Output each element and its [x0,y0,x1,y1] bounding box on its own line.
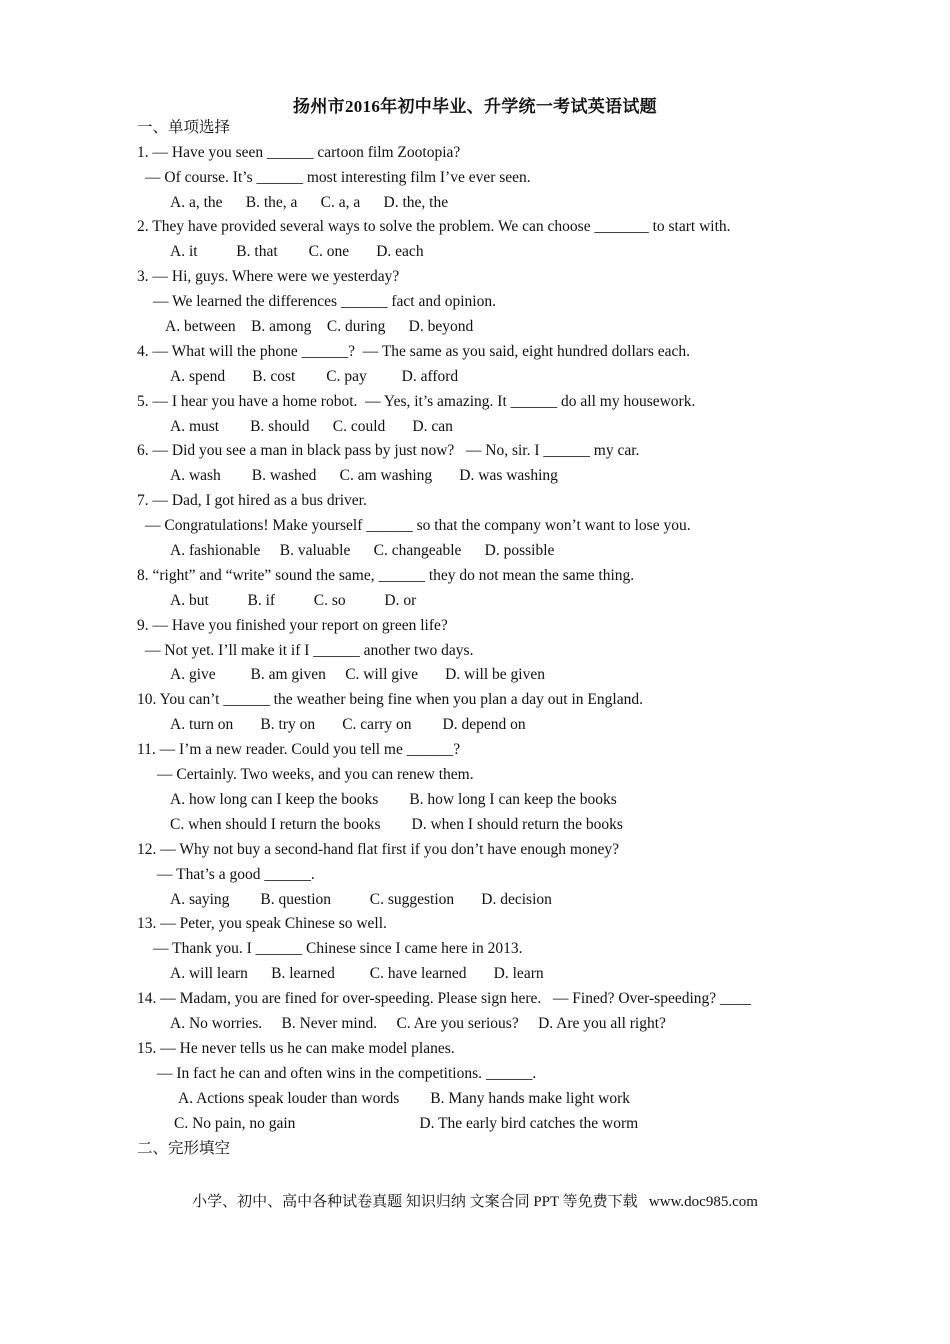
question-5-options: A. must B. should C. could D. can [170,418,453,435]
question-9-stem: 9. — Have you finished your report on green life? [137,617,448,634]
question-2-stem: 2. They have provided several ways to solve the problem. We can choose _______ to start with. [137,218,731,235]
question-11-options-cd: C. when should I return the books D. when I should return the books [170,816,623,833]
question-9-response: — Not yet. I’ll make it if I ______ another two days. [145,642,474,659]
question-3-response: — We learned the differences ______ fact and opinion. [153,293,496,310]
question-10-stem: 10. You can’t ______ the weather being fine when you plan a day out in England. [137,691,643,708]
question-1-options: A. a, the B. the, a C. a, a D. the, the [170,194,449,211]
question-4-stem: 4. — What will the phone ______? — The same as you said, eight hundred dollars each. [137,343,690,360]
question-8-stem: 8. “right” and “write” sound the same, ______ they do not mean the same thing. [137,567,635,584]
question-12-stem: 12. — Why not buy a second-hand flat first if you don’t have enough money? [137,841,619,858]
section-heading-single-choice: 一、单项选择 [137,119,231,136]
question-6-stem: 6. — Did you see a man in black pass by just now? — No, sir. I ______ my car. [137,442,640,459]
question-5-stem: 5. — I hear you have a home robot. — Yes, it’s amazing. It ______ do all my housework. [137,393,696,410]
question-4-options: A. spend B. cost C. pay D. afford [170,368,459,385]
footer-text: 小学、初中、高中各种试卷真题 知识归纳 文案合同 PPT 等免费下载 www.doc985.com [192,1194,758,1210]
question-7-options: A. fashionable B. valuable C. changeable D. possible [170,542,555,559]
question-11-stem: 11. — I’m a new reader. Could you tell me ______? [137,741,461,758]
question-3-options: A. between B. among C. during D. beyond [165,318,474,335]
question-14-options: A. No worries. B. Never mind. C. Are you serious? D. Are you all right? [170,1015,666,1032]
question-6-options: A. wash B. washed C. am washing D. was washing [170,467,558,484]
question-15-stem: 15. — He never tells us he can make model planes. [137,1040,455,1057]
question-15-response: — In fact he can and often wins in the competitions. ______. [157,1065,537,1082]
question-12-options: A. saying B. question C. suggestion D. decision [170,891,552,908]
question-10-options: A. turn on B. try on C. carry on D. depend on [170,716,526,733]
question-11-options-ab: A. how long can I keep the books B. how long I can keep the books [170,791,617,808]
question-7-stem: 7. — Dad, I got hired as a bus driver. [137,492,367,509]
section-heading-cloze: 二、完形填空 [137,1140,231,1157]
question-9-options: A. give B. am given C. will give D. will be given [170,666,545,683]
question-13-response: — Thank you. I ______ Chinese since I came here in 2013. [153,940,523,957]
question-13-options: A. will learn B. learned C. have learned D. learn [170,965,544,982]
question-15-options-ab: A. Actions speak louder than words B. Many hands make light work [178,1090,631,1107]
question-12-response: — That’s a good ______. [157,866,315,883]
question-13-stem: 13. — Peter, you speak Chinese so well. [137,915,387,932]
question-1-stem: 1. — Have you seen ______ cartoon film Zootopia? [137,144,461,161]
question-8-options: A. but B. if C. so D. or [170,592,417,609]
question-14-stem: 14. — Madam, you are fined for over-speeding. Please sign here. — Fined? Over-speeding? ____ [137,990,752,1007]
question-3-stem: 3. — Hi, guys. Where were we yesterday? [137,268,400,285]
question-2-options: A. it B. that C. one D. each [170,243,424,260]
question-7-response: — Congratulations! Make yourself ______ so that the company won’t want to lose you. [145,517,691,534]
page-title: 扬州市2016年初中毕业、升学统一考试英语试题 [293,97,657,116]
question-11-response: — Certainly. Two weeks, and you can renew them. [157,766,474,783]
question-1-response: — Of course. It’s ______ most interesting film I’ve ever seen. [145,169,531,186]
question-15-options-cd: C. No pain, no gain D. The early bird catches the worm [174,1115,639,1132]
